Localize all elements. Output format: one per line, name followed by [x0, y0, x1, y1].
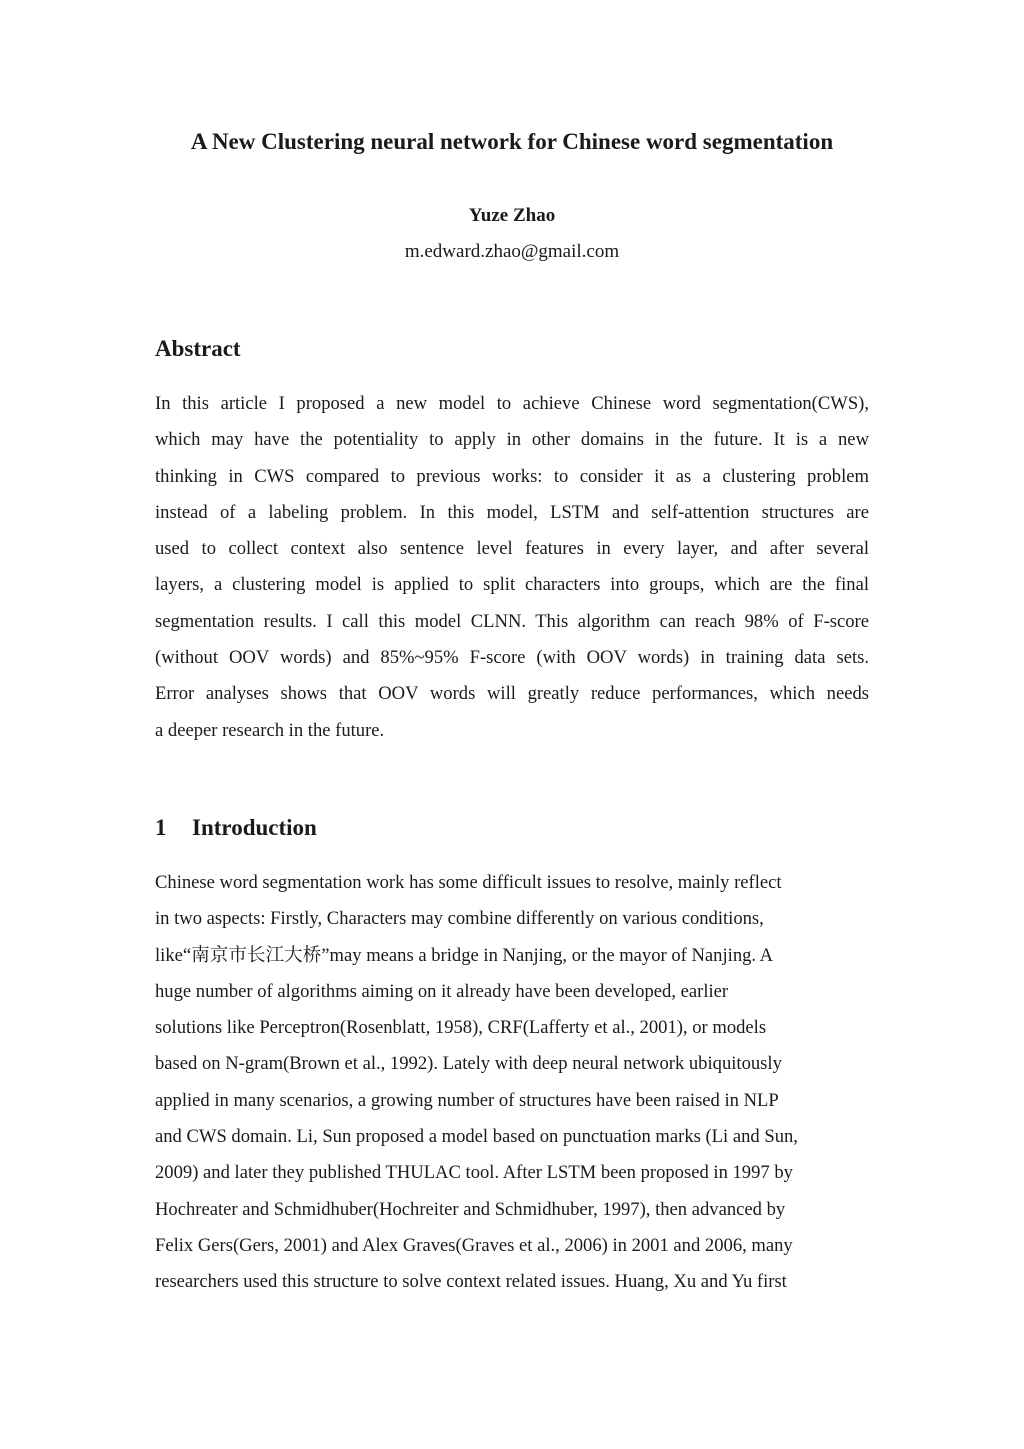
introduction-line: Felix Gers(Gers, 2001) and Alex Graves(Graves et al., 2006) in 2001 and 2006, many [155, 1234, 793, 1256]
abstract-line: a deeper research in the future. [155, 719, 385, 741]
abstract-line: instead of a labeling problem. In this model, LSTM and self-attention structures are [155, 501, 869, 523]
abstract-line: thinking in CWS compared to previous works: to consider it as a clustering problem [155, 465, 869, 487]
abstract-line: segmentation results. I call this model CLNN. This algorithm can reach 98% of F-score [155, 610, 869, 632]
introduction-line: applied in many scenarios, a growing number of structures have been raised in NLP [155, 1089, 779, 1111]
abstract-line: used to collect context also sentence level features in every layer, and after several [155, 538, 869, 560]
introduction-line: in two aspects: Firstly, Characters may combine differently on various conditions, [155, 908, 764, 930]
introduction-line: Chinese word segmentation work has some difficult issues to resolve, mainly reflect [155, 872, 782, 893]
abstract-line: In this article I proposed a new model to achieve Chinese word segmentation(CWS), [155, 393, 869, 414]
abstract-heading: Abstract [155, 336, 241, 361]
author-name: Yuze Zhao [468, 205, 556, 226]
introduction-body [155, 865, 869, 1301]
introduction-line: huge number of algorithms aiming on it already have been developed, earlier [155, 980, 729, 1002]
abstract-line: (without OOV words) and 85%~95% F-score (with OOV words) in training data sets. [155, 647, 869, 669]
introduction-line: 2009) and later they published THULAC tool. After LSTM been proposed in 1997 by [155, 1162, 793, 1184]
introduction-line: researchers used this structure to solve context related issues. Huang, Xu and Yu first [155, 1271, 787, 1293]
abstract-line: which may have the potentiality to apply in other domains in the future. It is a new [155, 429, 869, 451]
introduction-line: and CWS domain. Li, Sun proposed a model based on punctuation marks (Li and Sun, [155, 1126, 798, 1148]
section-title: Introduction [192, 815, 317, 840]
abstract-body [155, 386, 869, 749]
paper-title: A New Clustering neural network for Chinese word segmentation [190, 129, 834, 154]
section-number: 1 [155, 815, 167, 840]
author-email: m.edward.zhao@gmail.com [404, 241, 620, 262]
abstract-line: Error analyses shows that OOV words will greatly reduce performances, which needs [155, 683, 869, 705]
introduction-line: Hochreater and Schmidhuber(Hochreiter and Schmidhuber, 1997), then advanced by [155, 1198, 786, 1220]
introduction-line: based on N-gram(Brown et al., 1992). Lately with deep neural network ubiquitously [155, 1053, 782, 1075]
introduction-heading [155, 812, 317, 844]
introduction-line: solutions like Perceptron(Rosenblatt, 1958), CRF(Lafferty et al., 2001), or models [155, 1017, 767, 1039]
abstract-line: layers, a clustering model is applied to split characters into groups, which are the final [155, 574, 869, 596]
introduction-line: like“南京市长江大桥”may means a bridge in Nanjing, or the mayor of Nanjing. A [155, 944, 774, 966]
